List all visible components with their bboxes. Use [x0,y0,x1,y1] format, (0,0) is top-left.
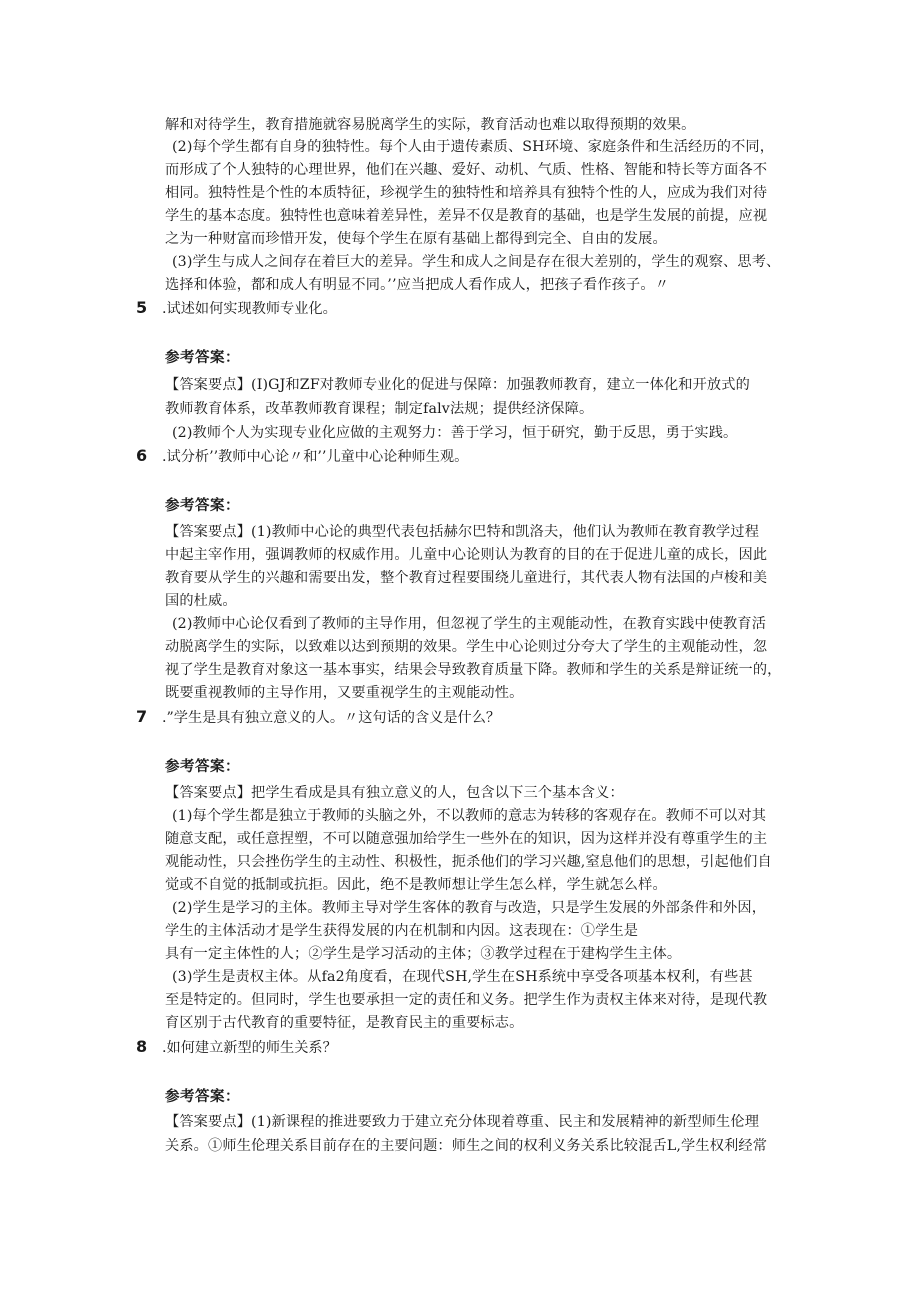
question-number: 5 [136,298,148,317]
question-number: 6 [136,446,148,465]
text-line: (2)教师个人为实现专业化应做的主观努力：善于学习，恒于研究，勤于反思，勇于实践。 [172,425,738,441]
text-line: 教育要从学生的兴趣和需要出发，整个教育过程要围绕儿童进行，其代表人物有法国的卢梭和美 [165,570,768,586]
question-number: 7 [136,707,148,726]
question-text: .”学生是具有独立意义的人。〃这句话的含义是什么？ [162,710,501,726]
question-number: 8 [136,1037,148,1056]
text-line: 选择和体验，都和成人有明显不同。’’应当把成人看作成人，把孩子看作孩子。〃 [165,277,670,293]
question-text: .试分析’’教师中心论〃和’’儿童中心论种师生观。 [162,449,469,465]
text-line: 【答案要点】把学生看成是具有独立意义的人，包含以下三个基本含义： [165,785,624,801]
answer-label: 参考答案： [165,1089,240,1105]
text-line: (3)学生是责权主体。从fa2角度看，在现代SH,学生在SH系统中享受各项基本权利，有些甚 [172,969,753,985]
text-line: 相同。独特性是个性的本质特征，珍视学生的独特性和培养具有独特个性的人，应成为我们对待 [165,185,768,201]
text-line: (1)每个学生都是独立于教师的头脑之外，不以教师的意志为转移的客观存在。教师不可以对其 [172,808,767,824]
question-heading [136,446,468,467]
text-line: (2)学生是学习的主体。教师主导对学生客体的教育与改造，只是学生发展的外部条件和外因， [172,900,767,916]
text-line: 育区别于古代教育的重要特征，是教育民主的重要标志。 [165,1015,524,1031]
text-line: 随意支配，或任意捏塑，不可以随意强加给学生一些外在的知识，因为这样并没有尊重学生的主 [165,831,768,847]
text-line: 【答案要点】(1)教师中心论的典型代表包括赫尔巴特和凯洛夫，他们认为教师在教育教学过程 [165,524,760,540]
text-line: (2)每个学生都有自身的独特性。每个人由于遗传素质、SH环境、家庭条件和生活经历的不同， [172,139,775,155]
text-line: (3)学生与成人之间存在着巨大的差异。学生和成人之间是存在很大差别的，学生的观察、思考、 [172,254,781,270]
question-heading [136,1037,337,1058]
question-heading [136,298,337,319]
text-line: 具有一定主体性的人；②学生是学习活动的主体；③教学过程在于建构学生主体。 [165,946,682,962]
text-line: 【答案要点】(I)GJ和ZF对教师专业化的促进与保障：加强教师教育，建立一体化和开放式的 [165,377,750,393]
text-line: 学生的主体活动才是学生获得发展的内在机制和内因。这表现在：①学生是 [165,923,639,939]
text-line: 视了学生是教育对象这一基本事实，结果会导致教育质量下降。教师和学生的关系是辩证统一的， [165,662,782,678]
text-line: 【答案要点】(1)新课程的推进要致力于建立充分体现着尊重、民主和发展精神的新型师生伦理 [165,1114,760,1130]
text-line: 中起主宰作用，强调教师的权威作用。儿童中心论则认为教育的目的在于促进儿童的成长，因此 [165,547,768,563]
text-line: 而形成了个人独特的心理世界，他们在兴趣、爱好、动机、气质、性格、智能和特长等方面各不 [165,162,768,178]
text-line: 解和对待学生，教育措施就容易脱离学生的实际，教育活动也难以取得预期的效果。 [165,117,696,133]
text-line: 觉或不自觉的抵制或抗拒。因此，绝不是教师想让学生怎么样，学生就怎么样。 [165,877,667,893]
text-line: (2)教师中心论仅看到了教师的主导作用，但忽视了学生的主观能动性，在教育实践中使教育活 [172,616,767,632]
text-line: 之为一种财富而珍惜开发，使每个学生在原有基础上都得到完全、自由的发展。 [165,231,667,247]
answer-label: 参考答案： [165,759,240,775]
text-line: 关系。①师生伦理关系目前存在的主要问题：师生之间的权利义务关系比较混舌L,学生权利经常 [165,1138,768,1154]
question-text: .如何建立新型的师生关系？ [162,1040,337,1056]
text-line: 至是特定的。但同时，学生也要承担一定的责任和义务。把学生作为责权主体来对待，是现代教 [165,992,768,1008]
question-text: .试述如何实现教师专业化。 [162,301,337,317]
answer-label: 参考答案： [165,498,240,514]
text-line: 观能动性，只会挫伤学生的主动性、积极性，扼杀他们的学习兴趣,窒息他们的思想，引起他们自 [165,854,772,870]
text-line: 国的杜威。 [165,593,237,609]
text-line: 教师教育体系，改革教师教育课程；制定falv法规；提供经济保障。 [165,401,594,417]
question-heading [136,707,500,728]
answer-label: 参考答案： [165,350,240,366]
text-line: 既要重视教师的主导作用，又要重视学生的主观能动性。 [165,685,524,701]
text-line: 学生的基本态度。独特性也意味着差异性，差异不仅是教育的基础，也是学生发展的前提，应视 [165,208,768,224]
text-line: 动脱离学生的实际，以致难以达到预期的效果。学生中心论则过分夸大了学生的主观能动性，忽 [165,639,768,655]
